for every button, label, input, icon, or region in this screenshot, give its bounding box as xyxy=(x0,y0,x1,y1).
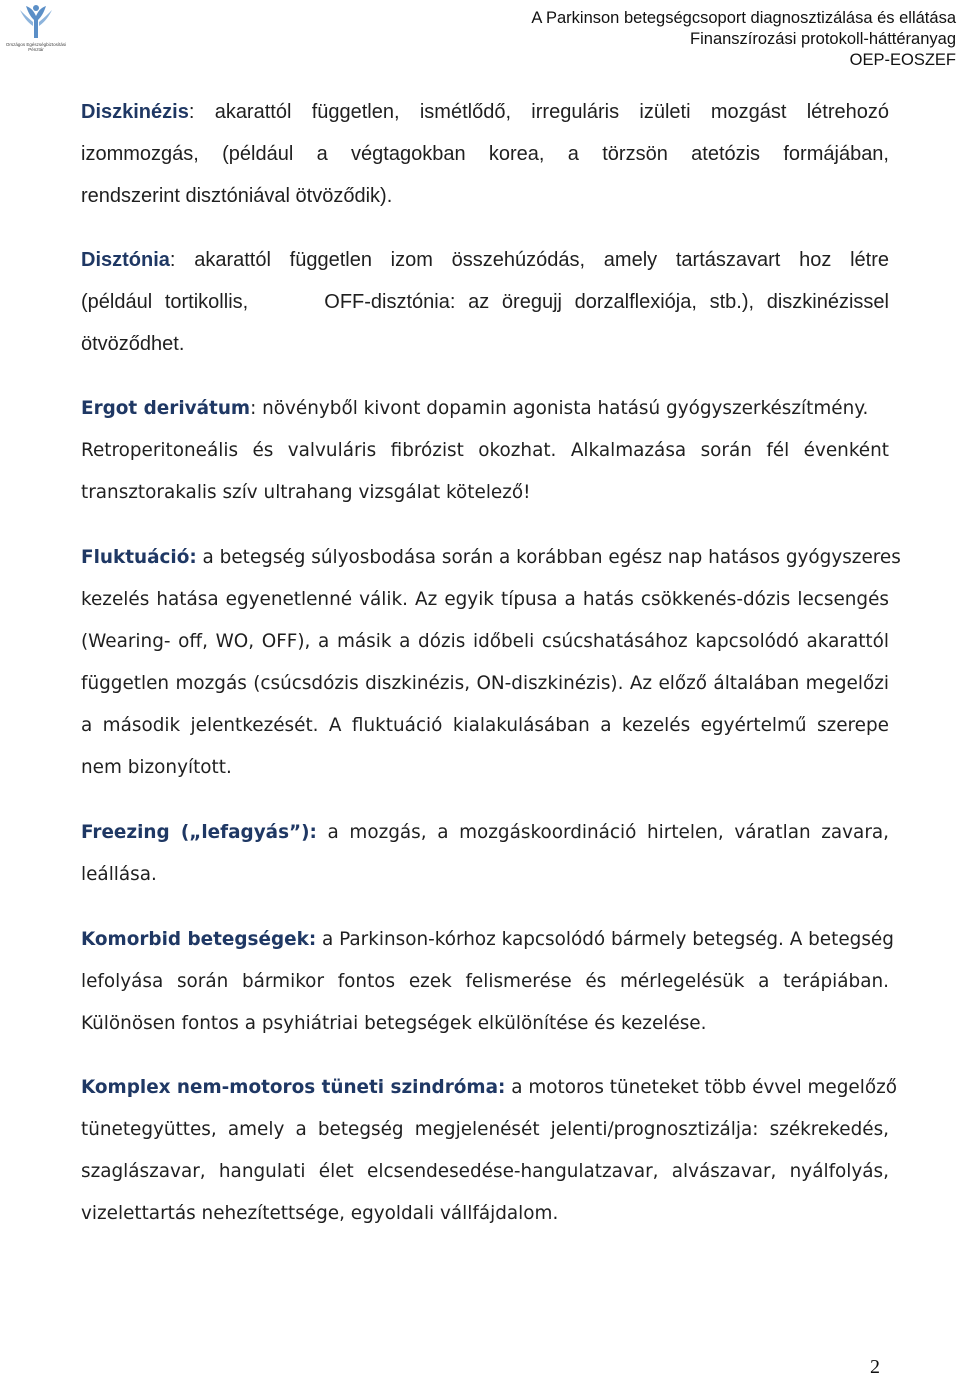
oep-logo-icon xyxy=(2,2,72,42)
definition-text: : növényből kivont dopamin agonista hatású gyógyszerkészítmény. xyxy=(250,398,869,419)
definition-komorbid xyxy=(81,919,894,1045)
definition-text: a második jelentkezését. A fluktuáció kialakulásában a kezelés egyértelmű szerepe xyxy=(81,715,889,736)
definition-text: a betegség súlyosbodása során a korábban egész nap hatásos gyógyszeres xyxy=(196,547,901,568)
logo-caption-1: Országos Egészségbiztosítási xyxy=(5,42,67,47)
definition-disztonia xyxy=(81,239,889,365)
definition-text: a mozgás, a mozgáskoordináció hirtelen, váratlan zavara, xyxy=(316,822,890,843)
definition-text: (Wearing- off, WO, OFF), a másik a dózis időbeli csúcshatásához kapcsolódó akarattól xyxy=(81,631,889,652)
definition-text: : akarattól független izom összehúzódás, amely tartászavart hoz létre xyxy=(169,249,889,271)
definition-text: tünetegyüttes, amely a betegség megjelenését jelenti/prognosztizálja: székrekedés, xyxy=(81,1119,889,1140)
header-org: OEP-EOSZEF xyxy=(849,51,956,69)
definition-text: lefolyása során bármikor fontos ezek felismerése és mérlegelésük a terápiában. xyxy=(81,971,889,992)
definition-text: Különösen fontos a psyhiátriai betegségek elkülönítése és kezelése. xyxy=(81,1013,707,1034)
definition-text: szaglászavar, hangulati élet elcsendesedése-hangulatzavar, alvászavar, nyálfolyás, xyxy=(81,1161,889,1182)
definition-ergot xyxy=(81,388,889,514)
definition-text: (például tortikollis, OFF-disztónia: az öregujj dorzalflexiója, stb.), diszkinézissel xyxy=(81,291,889,313)
definition-text: a motoros tüneteket több évvel megelőző xyxy=(505,1077,898,1098)
definition-text: rendszerint disztóniával ötvöződik). xyxy=(81,185,393,207)
term-diszkinezis: Diszkinézis xyxy=(81,101,189,123)
definition-text: független mozgás (csúcsdózis diszkinézis, ON-diszkinézis). Az előző általában megelőzi xyxy=(81,673,889,694)
term-disztonia: Disztónia xyxy=(81,249,170,271)
document-header xyxy=(531,8,956,71)
definition-text: a Parkinson-kórhoz kapcsolódó bármely betegség. A betegség xyxy=(316,929,894,950)
term-fluktuacio: Fluktuáció: xyxy=(81,547,197,568)
definition-text: Retroperitoneális és valvuláris fibrózist okozhat. Alkalmazása során fél évenként xyxy=(81,440,889,461)
logo-caption-2: Pénztár xyxy=(28,47,44,52)
term-separator: : xyxy=(188,101,195,123)
definition-text: vizelettartás nehezítettsége, egyoldali vállfájdalom. xyxy=(81,1203,559,1224)
definition-text: nem bizonyított. xyxy=(81,757,232,778)
header-subtitle: Finanszírozási protokoll-háttéranyag xyxy=(690,30,956,48)
definition-text: akarattól független, ismétlődő, irreguláris izületi mozgást létrehozó xyxy=(194,101,889,123)
header-title: A Parkinson betegségcsoport diagnosztizálása és ellátása xyxy=(531,9,956,27)
term-komorbid: Komorbid betegségek: xyxy=(81,929,317,950)
page-number: 2 xyxy=(870,1356,880,1378)
definition-text: kezelés hatása egyenetlenné válik. Az egyik típusa a hatás csökkenés-dózis lecsengés xyxy=(81,589,889,610)
definition-text: transztorakalis szív ultrahang vizsgálat kötelező! xyxy=(81,482,531,503)
definition-fluktuacio xyxy=(81,537,901,789)
definition-komplex xyxy=(81,1067,898,1235)
term-ergot: Ergot derivátum xyxy=(81,398,251,419)
term-komplex: Komplex nem-motoros tüneti szindróma: xyxy=(81,1077,506,1098)
definition-text: leállása. xyxy=(81,864,157,885)
oep-logo xyxy=(2,2,72,54)
definition-freezing xyxy=(81,812,889,896)
definition-text: ötvöződhet. xyxy=(81,333,185,355)
definition-diszkinezis xyxy=(81,91,889,217)
term-freezing: Freezing („lefagyás”): xyxy=(81,822,317,843)
definition-text: izommozgás, (például a végtagokban korea, a törzsön atetózis formájában, xyxy=(81,143,889,165)
